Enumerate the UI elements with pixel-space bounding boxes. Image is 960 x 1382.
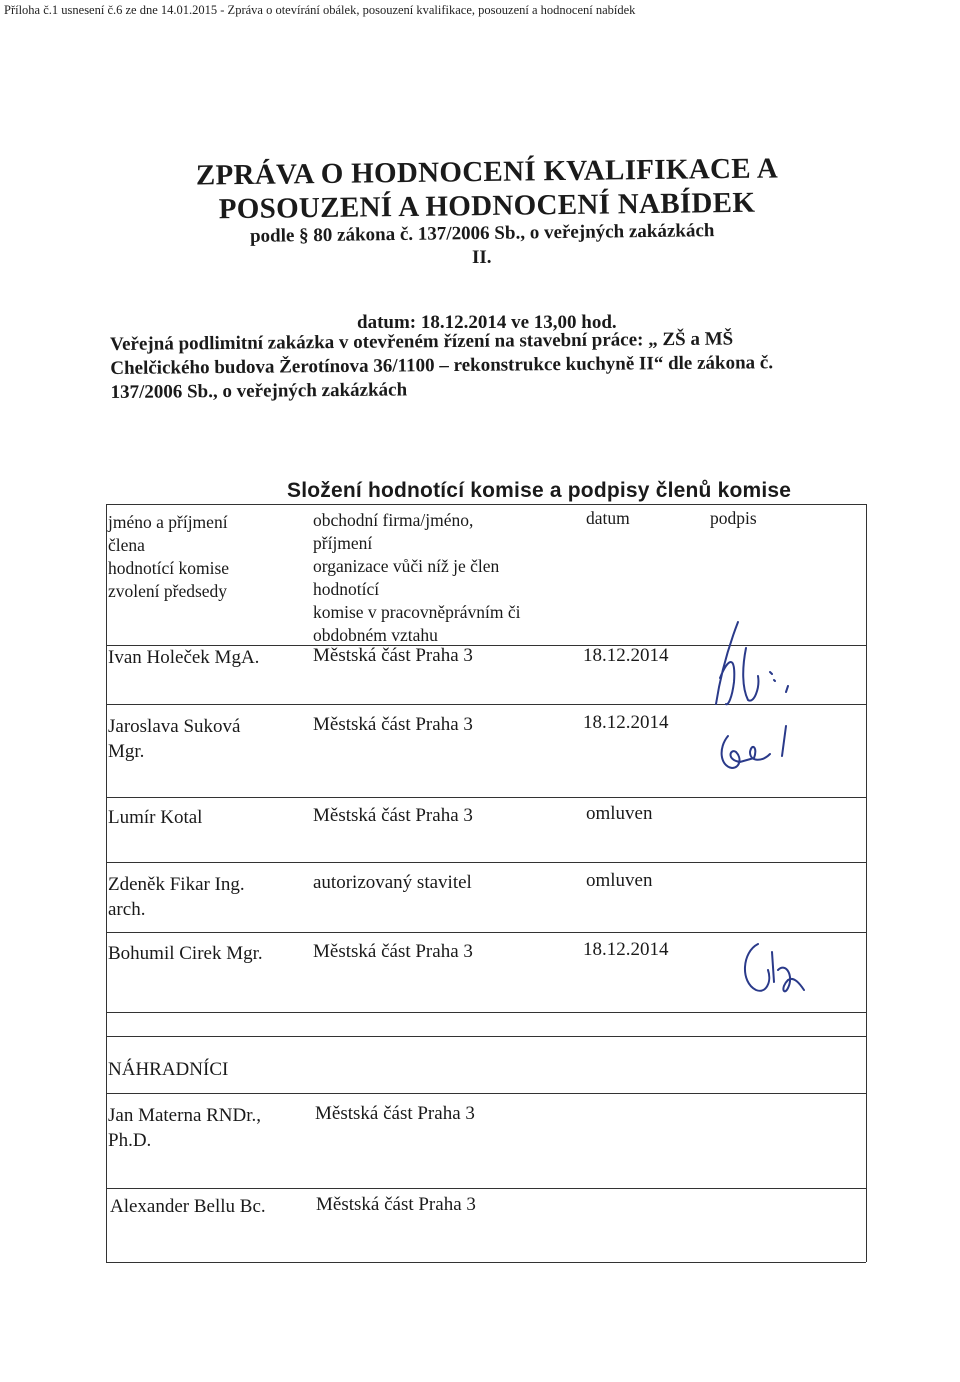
header-date: datum [586, 508, 630, 528]
member-name: Ivan Holeček MgA. [108, 647, 260, 668]
table-border-right [866, 504, 867, 1262]
member-date: 18.12.2014 [583, 939, 669, 960]
contract-description [110, 327, 831, 405]
header-name-line: zvolení předsedy [108, 581, 228, 601]
header-name [108, 511, 229, 603]
header-organization-line: příjmení [313, 533, 373, 553]
table-row-divider [106, 1012, 866, 1013]
header-signature: podpis [710, 508, 757, 528]
document-title-line2: POSOUZENÍ A HODNOCENÍ NABÍDEK [218, 186, 756, 226]
table-row-divider [106, 862, 866, 863]
member-date: 18.12.2014 [583, 645, 669, 666]
member-name: Lumír Kotal [108, 807, 203, 828]
member-name [108, 714, 240, 764]
meeting-date: datum: 18.12.2014 ve 13,00 hod. [357, 312, 617, 333]
header-organization [313, 509, 521, 647]
signature-cirek [728, 932, 828, 1004]
member-name-line: Zdeněk Fikar Ing. [108, 874, 245, 895]
member-name-line: arch. [108, 899, 146, 920]
member-organization: Městská část Praha 3 [313, 645, 473, 666]
table-border-left [106, 504, 107, 1262]
contract-description-line: Chelčického budova Žerotínova 36/1100 – rekonstrukce kuchyně II“ dle zákona č. [110, 352, 774, 379]
substitute-name: Alexander Bellu Bc. [110, 1196, 266, 1217]
member-date: 18.12.2014 [583, 712, 669, 733]
member-name-line: Mgr. [108, 741, 145, 762]
member-date: omluven [586, 803, 653, 824]
member-name [108, 872, 245, 922]
substitute-name-line: Ph.D. [108, 1130, 152, 1151]
table-row-divider [106, 1093, 866, 1094]
member-name: Bohumil Cirek Mgr. [108, 943, 263, 964]
member-organization: Městská část Praha 3 [313, 941, 473, 962]
table-row-divider [106, 797, 866, 798]
signature-holecek [698, 618, 808, 710]
header-note: Příloha č.1 usnesení č.6 ze dne 14.01.2015 - Zpráva o otevírání obálek, posouzení kvalifikace, posouzení a hodnocení nabídek [4, 3, 636, 17]
substitute-organization: Městská část Praha 3 [316, 1194, 476, 1215]
document-part-number: II. [472, 247, 492, 268]
header-organization-line: hodnotící [313, 579, 380, 599]
contract-description-line: Veřejná podlimitní zakázka v otevřeném řízení na stavební práce: „ ZŠ a MŠ [110, 328, 734, 355]
table-border-top [106, 504, 866, 505]
member-organization: Městská část Praha 3 [313, 714, 473, 735]
document-title-line1: ZPRÁVA O HODNOCENÍ KVALIFIKACE A [195, 152, 779, 192]
header-organization-line: organizace vůči níž je člen [313, 556, 500, 576]
table-row-divider [106, 1188, 866, 1189]
header-name-line: hodnotící komise [108, 558, 230, 578]
header-organization-line: obdobném vztahu [313, 625, 438, 645]
header-name-line: jméno a příjmení [108, 512, 228, 532]
substitute-organization: Městská část Praha 3 [315, 1103, 475, 1124]
header-name-line: člena [108, 535, 145, 555]
member-organization: autorizovaný stavitel [313, 872, 472, 893]
substitute-name [108, 1103, 261, 1153]
table-row-divider [106, 1036, 866, 1037]
header-organization-line: obchodní firma/jméno, [313, 510, 474, 530]
substitute-name-line: Jan Materna RNDr., [108, 1105, 262, 1126]
signature-sukova [700, 718, 810, 778]
table-border-bottom [106, 1262, 866, 1263]
header-organization-line: komise v pracovněprávním či [313, 602, 521, 622]
substitutes-label: NÁHRADNÍCI [108, 1059, 229, 1080]
member-organization: Městská část Praha 3 [313, 805, 473, 826]
member-date: omluven [586, 870, 653, 891]
table-title: Složení hodnotící komise a podpisy členů komise [287, 479, 792, 502]
member-name-line: Jaroslava Suková [108, 716, 241, 737]
document-subtitle: podle § 80 zákona č. 137/2006 Sb., o veřejných zakázkách [249, 220, 715, 247]
contract-description-line: 137/2006 Sb., o veřejných zakázkách [110, 379, 408, 403]
